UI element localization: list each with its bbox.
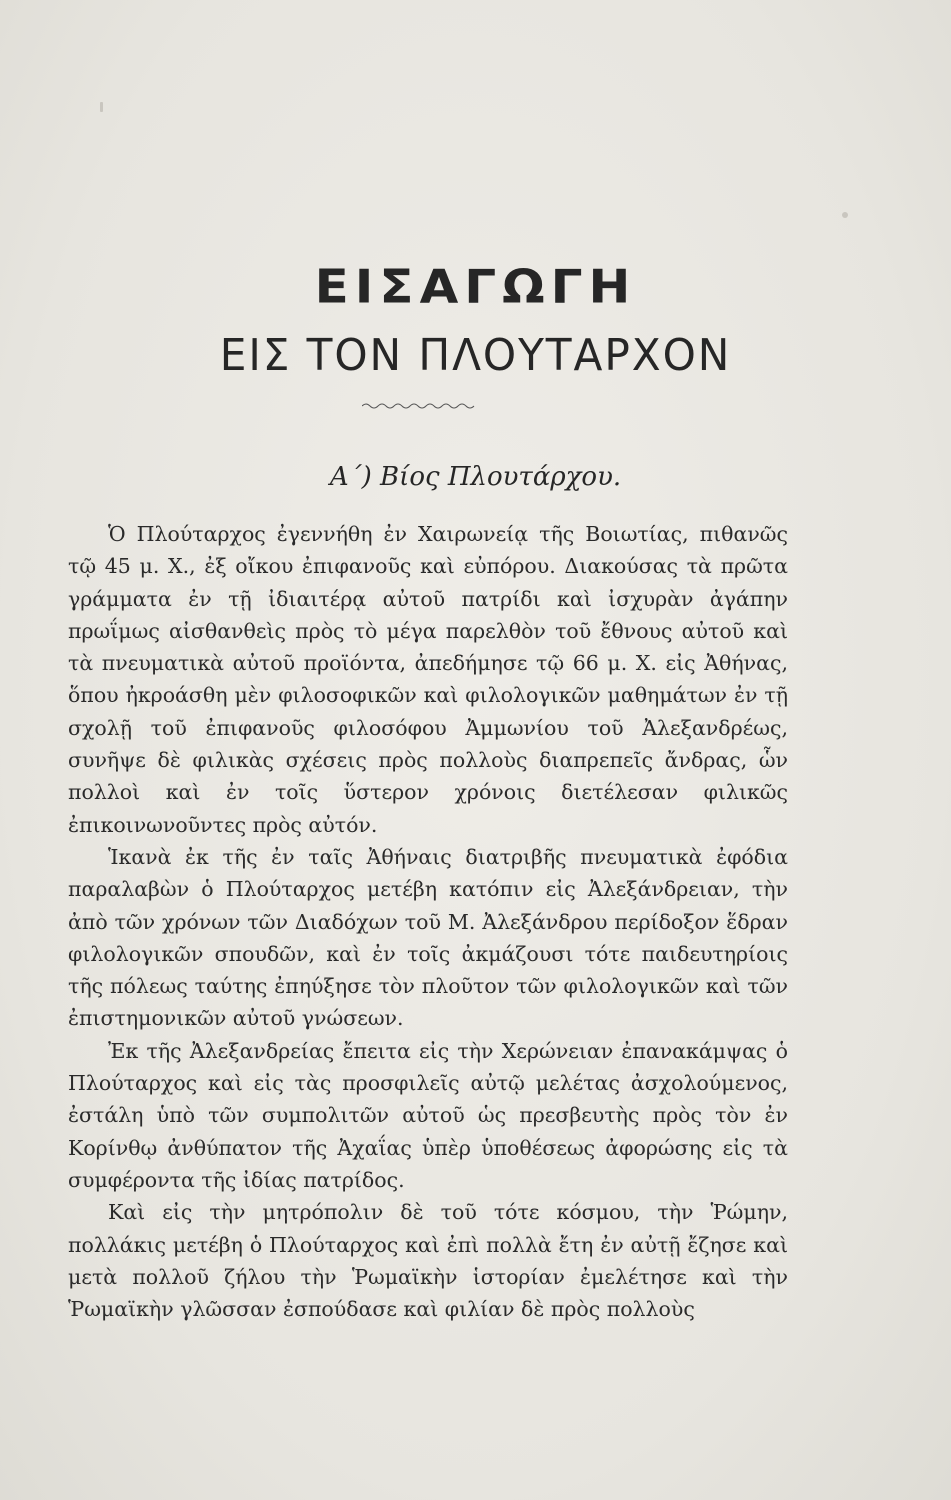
paragraph: Ἐκ τῆς Ἀλεξανδρείας ἔπειτα εἰς τὴν Χερώνειαν ἐπανακάμψας ὁ Πλούταρχος καὶ εἰς τὰς προσφιλεῖς αὐτῷ μελέτας ἀσχολούμενος, ἐστάλη ὑπὸ τῶν συμπολιτῶν αὐτοῦ ὡς πρεσβευτὴς πρὸς τὸν ἐν Κορίνθῳ ἀνθύπατον τῆς Ἀχαΐας ὑπὲρ ὑποθέσεως ἀφορώσης εἰς τὰ συμφέροντα τῆς ἰδίας πατρίδος.: [68, 1038, 788, 1192]
paragraph: Ἱκανὰ ἐκ τῆς ἐν ταῖς Ἀθήναις διατριβῆς πνευματικὰ ἐφόδια παραλαβὼν ὁ Πλούταρχος μετέβη κατόπιν εἰς Ἀλεξάνδρειαν, τὴν ἀπὸ τῶν χρόνων τῶν Διαδόχων τοῦ Μ. Ἀλεξάνδρου περίδοξον ἕδραν φιλολογικῶν σπουδῶν, καὶ ἐν τοῖς ἀκμάζουσι τότε παιδευτηρίοις τῆς πόλεως ταύτης ἐπηύξησε τὸν πλοῦτον τῶν φιλολογικῶν καὶ τῶν ἐπιστημονικῶν αὐτοῦ γνώσεων.: [68, 844, 788, 1031]
paragraph: Ὁ Πλούταρχος ἐγεννήθη ἐν Χαιρωνείᾳ τῆς Βοιωτίας, πιθανῶς τῷ 45 μ. Χ., ἐξ οἴκου ἐπιφανοῦς καὶ εὐπόρου. Διακούσας τὰ πρῶτα γράμματα ἐν τῇ ἰδιαιτέρᾳ αὐτοῦ πατρίδι καὶ ἰσχυρὰν ἀγάπην πρωΐμως αἰσθανθεὶς πρὸς τὸ μέγα παρελθὸν τοῦ ἔθνους αὐτοῦ καὶ τὰ πνευματικὰ αὐτοῦ προϊόντα, ἀπεδήμησε τῷ 66 μ. Χ. εἰς Ἀθήνας, ὅπου ἠκροάσθη μὲν φιλοσοφικῶν καὶ φιλολογικῶν μαθημάτων ἐν τῇ σχολῇ τοῦ ἐπιφανοῦς φιλοσόφου Ἀμμωνίου τοῦ Ἀλεξανδρέως, συνῆψε δὲ φιλικὰς σχέσεις πρὸς πολλοὺς διαπρεπεῖς ἄνδρας, ὧν πολλοὶ καὶ ἐν τοῖς ὕστερον χρόνοις διετέλεσαν φιλικῶς ἐπικοινωνοῦντες πρὸς αὐτόν.: [68, 522, 788, 837]
paragraph: Καὶ εἰς τὴν μητρόπολιν δὲ τοῦ τότε κόσμου, τὴν Ῥώμην, πολλάκις μετέβη ὁ Πλούταρχος καὶ ἐπὶ πολλὰ ἔτη ἐν αὐτῇ ἔζησε καὶ μετὰ πολλοῦ ζήλου τὴν Ῥωμαϊκὴν ἱστορίαν ἐμελέτησε καὶ τὴν Ῥωμαϊκὴν γλῶσσαν ἐσπούδασε καὶ φιλίαν δὲ πρὸς πολλοὺς: [68, 1200, 788, 1322]
body-text: [68, 518, 788, 1325]
section-title: Α΄) Βίος Πλουτάρχου.: [329, 462, 622, 492]
paper-speck: [842, 212, 848, 218]
paper-speck: [100, 102, 103, 112]
chapter-subtitle: ΕΙΣ ΤΟΝ ΠΛΟΥΤΑΡΧΟΝ: [219, 330, 732, 381]
chapter-title: ΕΙΣΑΓΩΓΗ: [314, 260, 637, 314]
wavy-rule-ornament: [362, 400, 476, 412]
